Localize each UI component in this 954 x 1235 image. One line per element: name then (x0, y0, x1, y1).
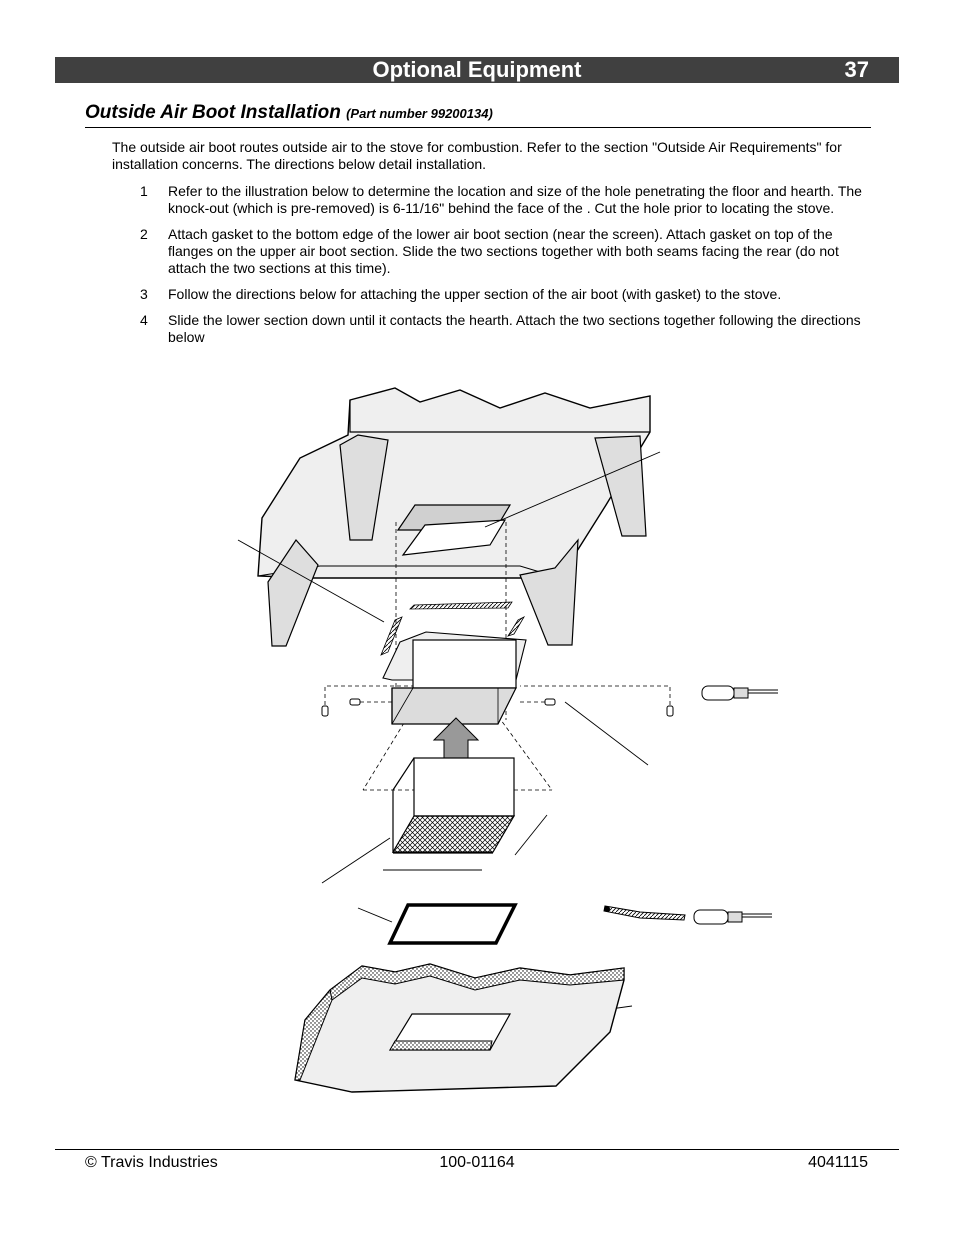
step-4 (140, 312, 870, 346)
gasket-frame (390, 905, 515, 943)
header-bar (55, 57, 899, 83)
section-divider (85, 127, 871, 128)
air-boot-installation-diagram (200, 380, 820, 1110)
step-text: Attach gasket to the bottom edge of the lower air boot section (near the screen). Attach gasket on top of the flanges on the upper air boot section. Slide the two sections together with both seams facing the rear (do not attach the two sections at this time). (168, 226, 839, 276)
section-subtitle: (Part number 99200134) (346, 106, 493, 121)
step-text: Refer to the illustration below to determine the location and size of the hole penetrating the floor and hearth. The knock-out (which is pre-removed) is 6-11/16" behind the face of the . Cut the hole prior to locating the stove. (168, 183, 862, 216)
step-text: Slide the lower section down until it contacts the hearth. Attach the two sections together following the directions below (168, 312, 861, 345)
step-1 (140, 183, 870, 217)
section-title (85, 102, 493, 124)
step-2 (140, 226, 870, 277)
footer-doc-number: 100-01164 (439, 1154, 515, 1171)
steps-list (140, 183, 870, 355)
drill-bit-icon (604, 906, 685, 920)
intro-paragraph: The outside air boot routes outside air to the stove for combustion. Refer to the section "Outside Air Requirements" for installation concerns. The directions below detail installation. (112, 139, 842, 172)
footer-date-code: 4041115 (808, 1154, 868, 1171)
page-number: 37 (844, 57, 869, 82)
step-number: 4 (140, 312, 148, 328)
step-number: 3 (140, 286, 148, 302)
screwdriver-icon (702, 686, 778, 700)
footer-copyright: © Travis Industries (85, 1154, 218, 1171)
step-number: 1 (140, 183, 148, 199)
step-text: Follow the directions below for attaching the upper section of the air boot (with gasket) to the stove. (168, 286, 782, 302)
lower-air-boot (383, 758, 547, 870)
footer-divider (55, 1149, 899, 1150)
hearth-floor (295, 964, 624, 1092)
step-3 (140, 286, 870, 303)
upper-air-boot (383, 632, 526, 724)
section-title-text: Outside Air Boot Installation (85, 102, 341, 123)
step-number: 2 (140, 226, 148, 242)
screwdriver-icon-2 (694, 910, 772, 924)
page-title: Optional Equipment (372, 57, 582, 82)
